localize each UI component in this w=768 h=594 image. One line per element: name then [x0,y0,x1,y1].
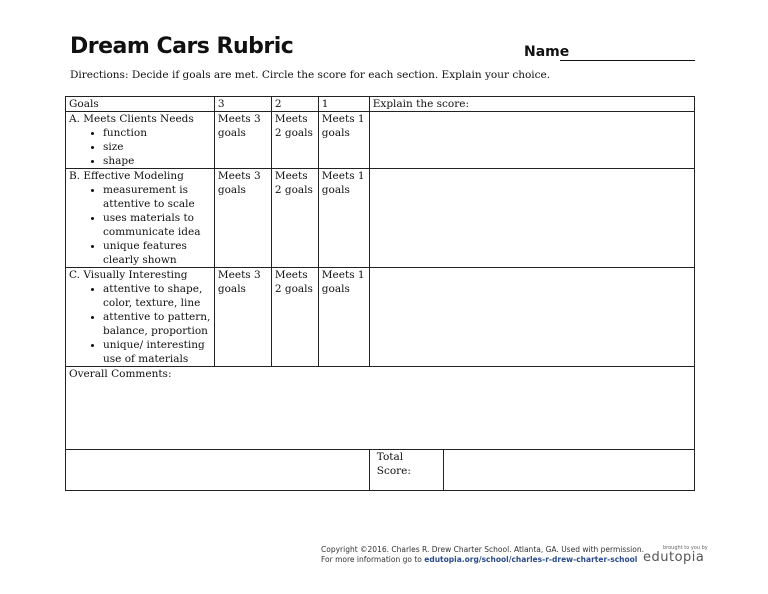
logo-tagline: brought to you by [663,545,708,551]
score-3-option[interactable]: Meets 3 goals [214,112,271,169]
rubric-table [65,96,695,491]
header-score-2: 2 [271,97,318,112]
overall-comments-row [66,367,695,450]
explain-cell[interactable] [369,268,694,367]
list-item: • measurement is attentive to scale [103,183,211,211]
total-score-input[interactable] [443,450,694,491]
table-header-row [66,97,695,112]
list-item: • attentive to shape, color, texture, line [103,282,211,310]
explain-cell[interactable] [369,112,694,169]
list-item: • unique features clearly shown [103,239,211,267]
blank-cell [66,450,370,491]
overall-comments-label: Overall Comments: [69,368,172,380]
score-3-option[interactable]: Meets 3 goals [214,268,271,367]
header-goals: Goals [66,97,215,112]
goal-bullets [69,282,211,366]
explain-cell[interactable] [369,169,694,268]
table-row [66,112,695,169]
total-score-label: Total Score: [369,450,443,491]
header-explain: Explain the score: [369,97,694,112]
total-score-row [66,450,695,491]
list-item: • shape [103,154,211,168]
list-item: • function [103,126,211,140]
list-item: • size [103,140,211,154]
overall-comments-cell[interactable] [66,367,695,450]
score-1-option[interactable]: Meets 1 goals [318,268,369,367]
goal-title: C. Visually Interesting [69,269,188,281]
goal-bullets [69,126,211,168]
header-score-1: 1 [318,97,369,112]
edutopia-link[interactable]: edutopia.org/school/charles-r-drew-charter-school [424,555,638,564]
table-row [66,268,695,367]
score-2-option[interactable]: Meets 2 goals [271,112,318,169]
table-row [66,169,695,268]
more-info-prefix: For more information go to [321,555,425,564]
goal-cell [66,112,215,169]
goal-title: A. Meets Clients Needs [69,113,194,125]
list-item: • attentive to pattern, balance, proportion [103,310,211,338]
list-item: • uses materials to communicate idea [103,211,211,239]
goal-cell [66,169,215,268]
list-item: • unique/ interesting use of materials [103,338,211,366]
more-info-line [321,555,644,565]
header-score-3: 3 [214,97,271,112]
score-2-option[interactable]: Meets 2 goals [271,169,318,268]
page-title: Dream Cars Rubric [70,34,294,59]
directions-text: Directions: Decide if goals are met. Circle the score for each section. Explain your choice. [70,69,551,81]
score-3-option[interactable]: Meets 3 goals [214,169,271,268]
edutopia-logo: edutopia [643,550,705,565]
score-1-option[interactable]: Meets 1 goals [318,169,369,268]
goal-cell [66,268,215,367]
score-1-option[interactable]: Meets 1 goals [318,112,369,169]
name-label: Name [524,44,570,60]
copyright-text: Copyright ©2016. Charles R. Drew Charter School. Atlanta, GA. Used with permission. [321,545,644,554]
goal-bullets [69,183,211,267]
goal-title: B. Effective Modeling [69,170,184,182]
footer [321,545,644,565]
name-line[interactable] [560,60,695,61]
score-2-option[interactable]: Meets 2 goals [271,268,318,367]
